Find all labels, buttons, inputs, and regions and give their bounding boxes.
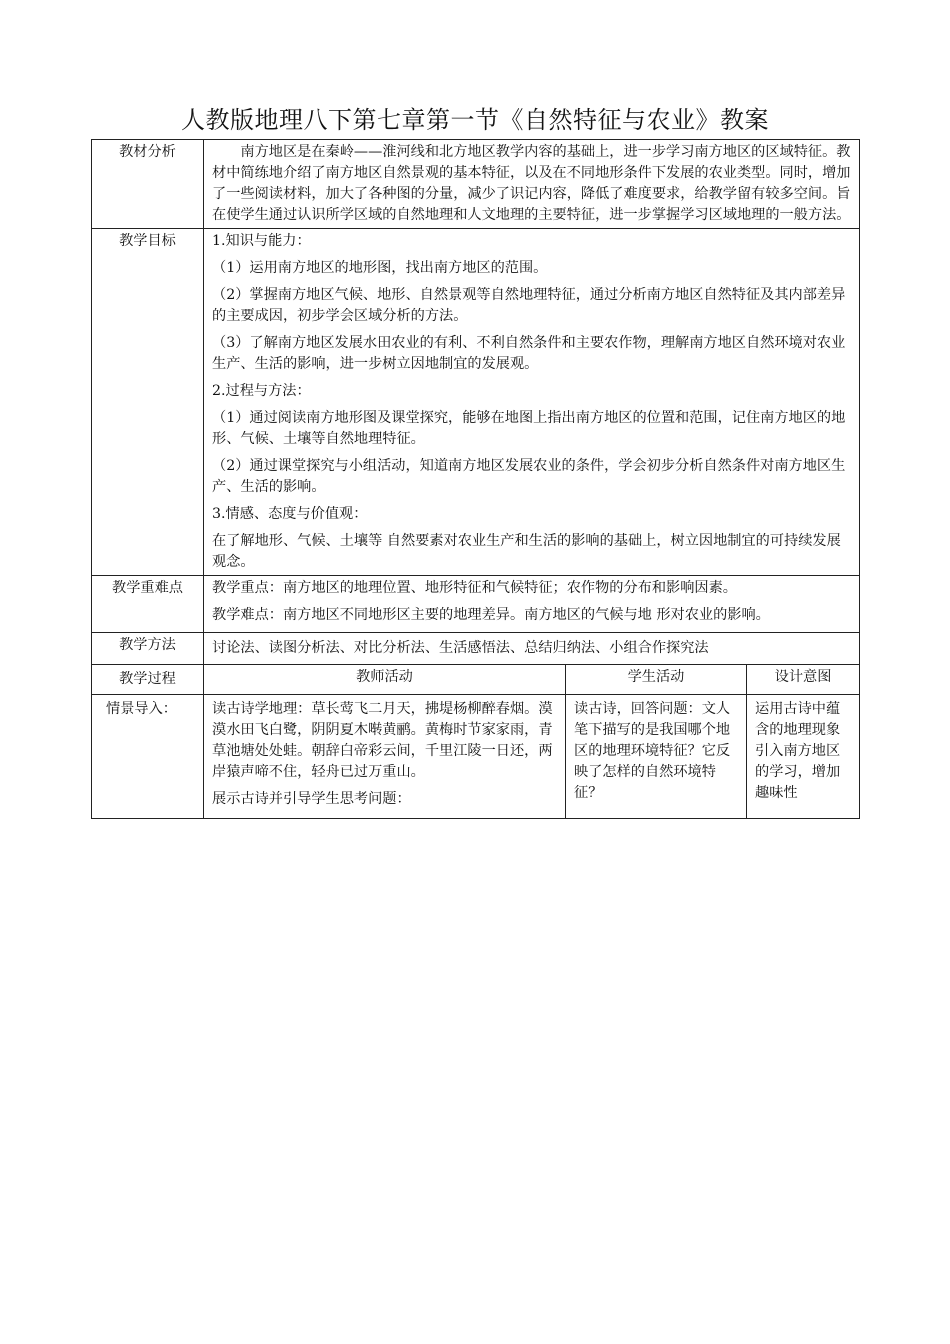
goals-line: （2）通过课堂探究与小组活动，知道南方地区发展农业的条件，学会初步分析自然条件对南方地区生产、生活的影响。 — [212, 458, 846, 495]
goals-line: 2.过程与方法： — [212, 383, 311, 399]
goals-line: （3）了解南方地区发展水田农业的有利、不利自然条件和主要农作物，理解南方地区自然环境对农业生产、生活的影响，进一步树立因地制宜的发展观。 — [212, 335, 846, 372]
goals-row — [92, 229, 860, 576]
page-title: 人教版地理八下第七章第一节《自然特征与农业》教案 — [181, 106, 769, 134]
goals-label: 教学目标 — [92, 229, 204, 576]
intro-teacher-poem: 读古诗学地理：草长莺飞二月天，拂堤杨柳醉春烟。漠漠水田飞白鹭，阴阴夏木啭黄鹂。黄梅时节家家雨，青草池塘处处蛙。朝辞白帝彩云间，千里江陵一日还，两岸猿声啼不住，轻舟已过万重山。 — [212, 701, 553, 780]
intro-teacher-guide: 展示古诗并引导学生思考问题： — [212, 791, 411, 807]
intro-intent: 运用古诗中蕴含的地理现象引入南方地区的学习，增加趣味性 — [747, 695, 860, 819]
process-header-student: 学生活动 — [566, 665, 747, 695]
process-header-stage: 教学过程 — [92, 665, 204, 695]
material-text: 南方地区是在秦岭——淮河线和北方地区教学内容的基础上，进一步学习南方地区的区域特征。教材中简练地介绍了南方地区自然景观的基本特征，以及在不同地形条件下发展的农业类型。同时，增加了一些阅读材料，加大了各种图的分量，减少了识记内容，降低了难度要求，给教学留有较多空间。旨在使学生通过认识所学区域的自然地理和人文地理的主要特征，进一步掌握学习区域地理的一般方法。 — [212, 144, 851, 223]
process-header-teacher: 教师活动 — [204, 665, 566, 695]
goals-line: （2）掌握南方地区气候、地形、自然景观等自然地理特征，通过分析南方地区自然特征及其内部差异的主要成因，初步学会区域分析的方法。 — [212, 287, 846, 324]
material-cell — [204, 140, 860, 229]
goals-cell — [204, 229, 860, 576]
goals-line: 在了解地形、气候、土壤等 自然要素对农业生产和生活的影响的基础上，树立因地制宜的可持续发展观念。 — [212, 533, 841, 570]
keypoints-cell — [204, 576, 860, 633]
process-header-row — [92, 665, 860, 695]
keypoints-difficulty: 教学难点：南方地区不同地形区主要的地理差异。南方地区的气候与地 形对农业的影响。 — [212, 607, 770, 623]
material-row — [92, 140, 860, 229]
intro-row — [92, 695, 860, 819]
intro-teacher-cell — [204, 695, 566, 819]
methods-label: 教学方法 — [92, 633, 204, 665]
goals-line: （1）通过阅读南方地形图及课堂探究，能够在地图上指出南方地区的位置和范围，记住南方地区的地形、气候、土壤等自然地理特征。 — [212, 410, 846, 447]
goals-line: 3.情感、态度与价值观： — [212, 506, 368, 522]
material-label: 教材分析 — [92, 140, 204, 229]
goals-line: （1）运用南方地区的地形图，找出南方地区的范围。 — [212, 260, 548, 276]
methods-row — [92, 633, 860, 665]
lesson-plan-table — [91, 139, 860, 819]
intro-student: 读古诗，回答问题：文人笔下描写的是我国哪个地区的地理环境特征？它反映了怎样的自然环境特征？ — [566, 695, 747, 819]
goals-line: 1.知识与能力： — [212, 233, 311, 249]
keypoints-row — [92, 576, 860, 633]
intro-stage: 情景导入： — [92, 695, 204, 819]
methods-text: 讨论法、读图分析法、对比分析法、生活感悟法、总结归纳法、小组合作探究法 — [204, 633, 860, 665]
keypoints-focus: 教学重点：南方地区的地理位置、地形特征和气候特征；农作物的分布和影响因素。 — [212, 580, 737, 596]
process-header-intent: 设计意图 — [747, 665, 860, 695]
keypoints-label: 教学重难点 — [92, 576, 204, 633]
